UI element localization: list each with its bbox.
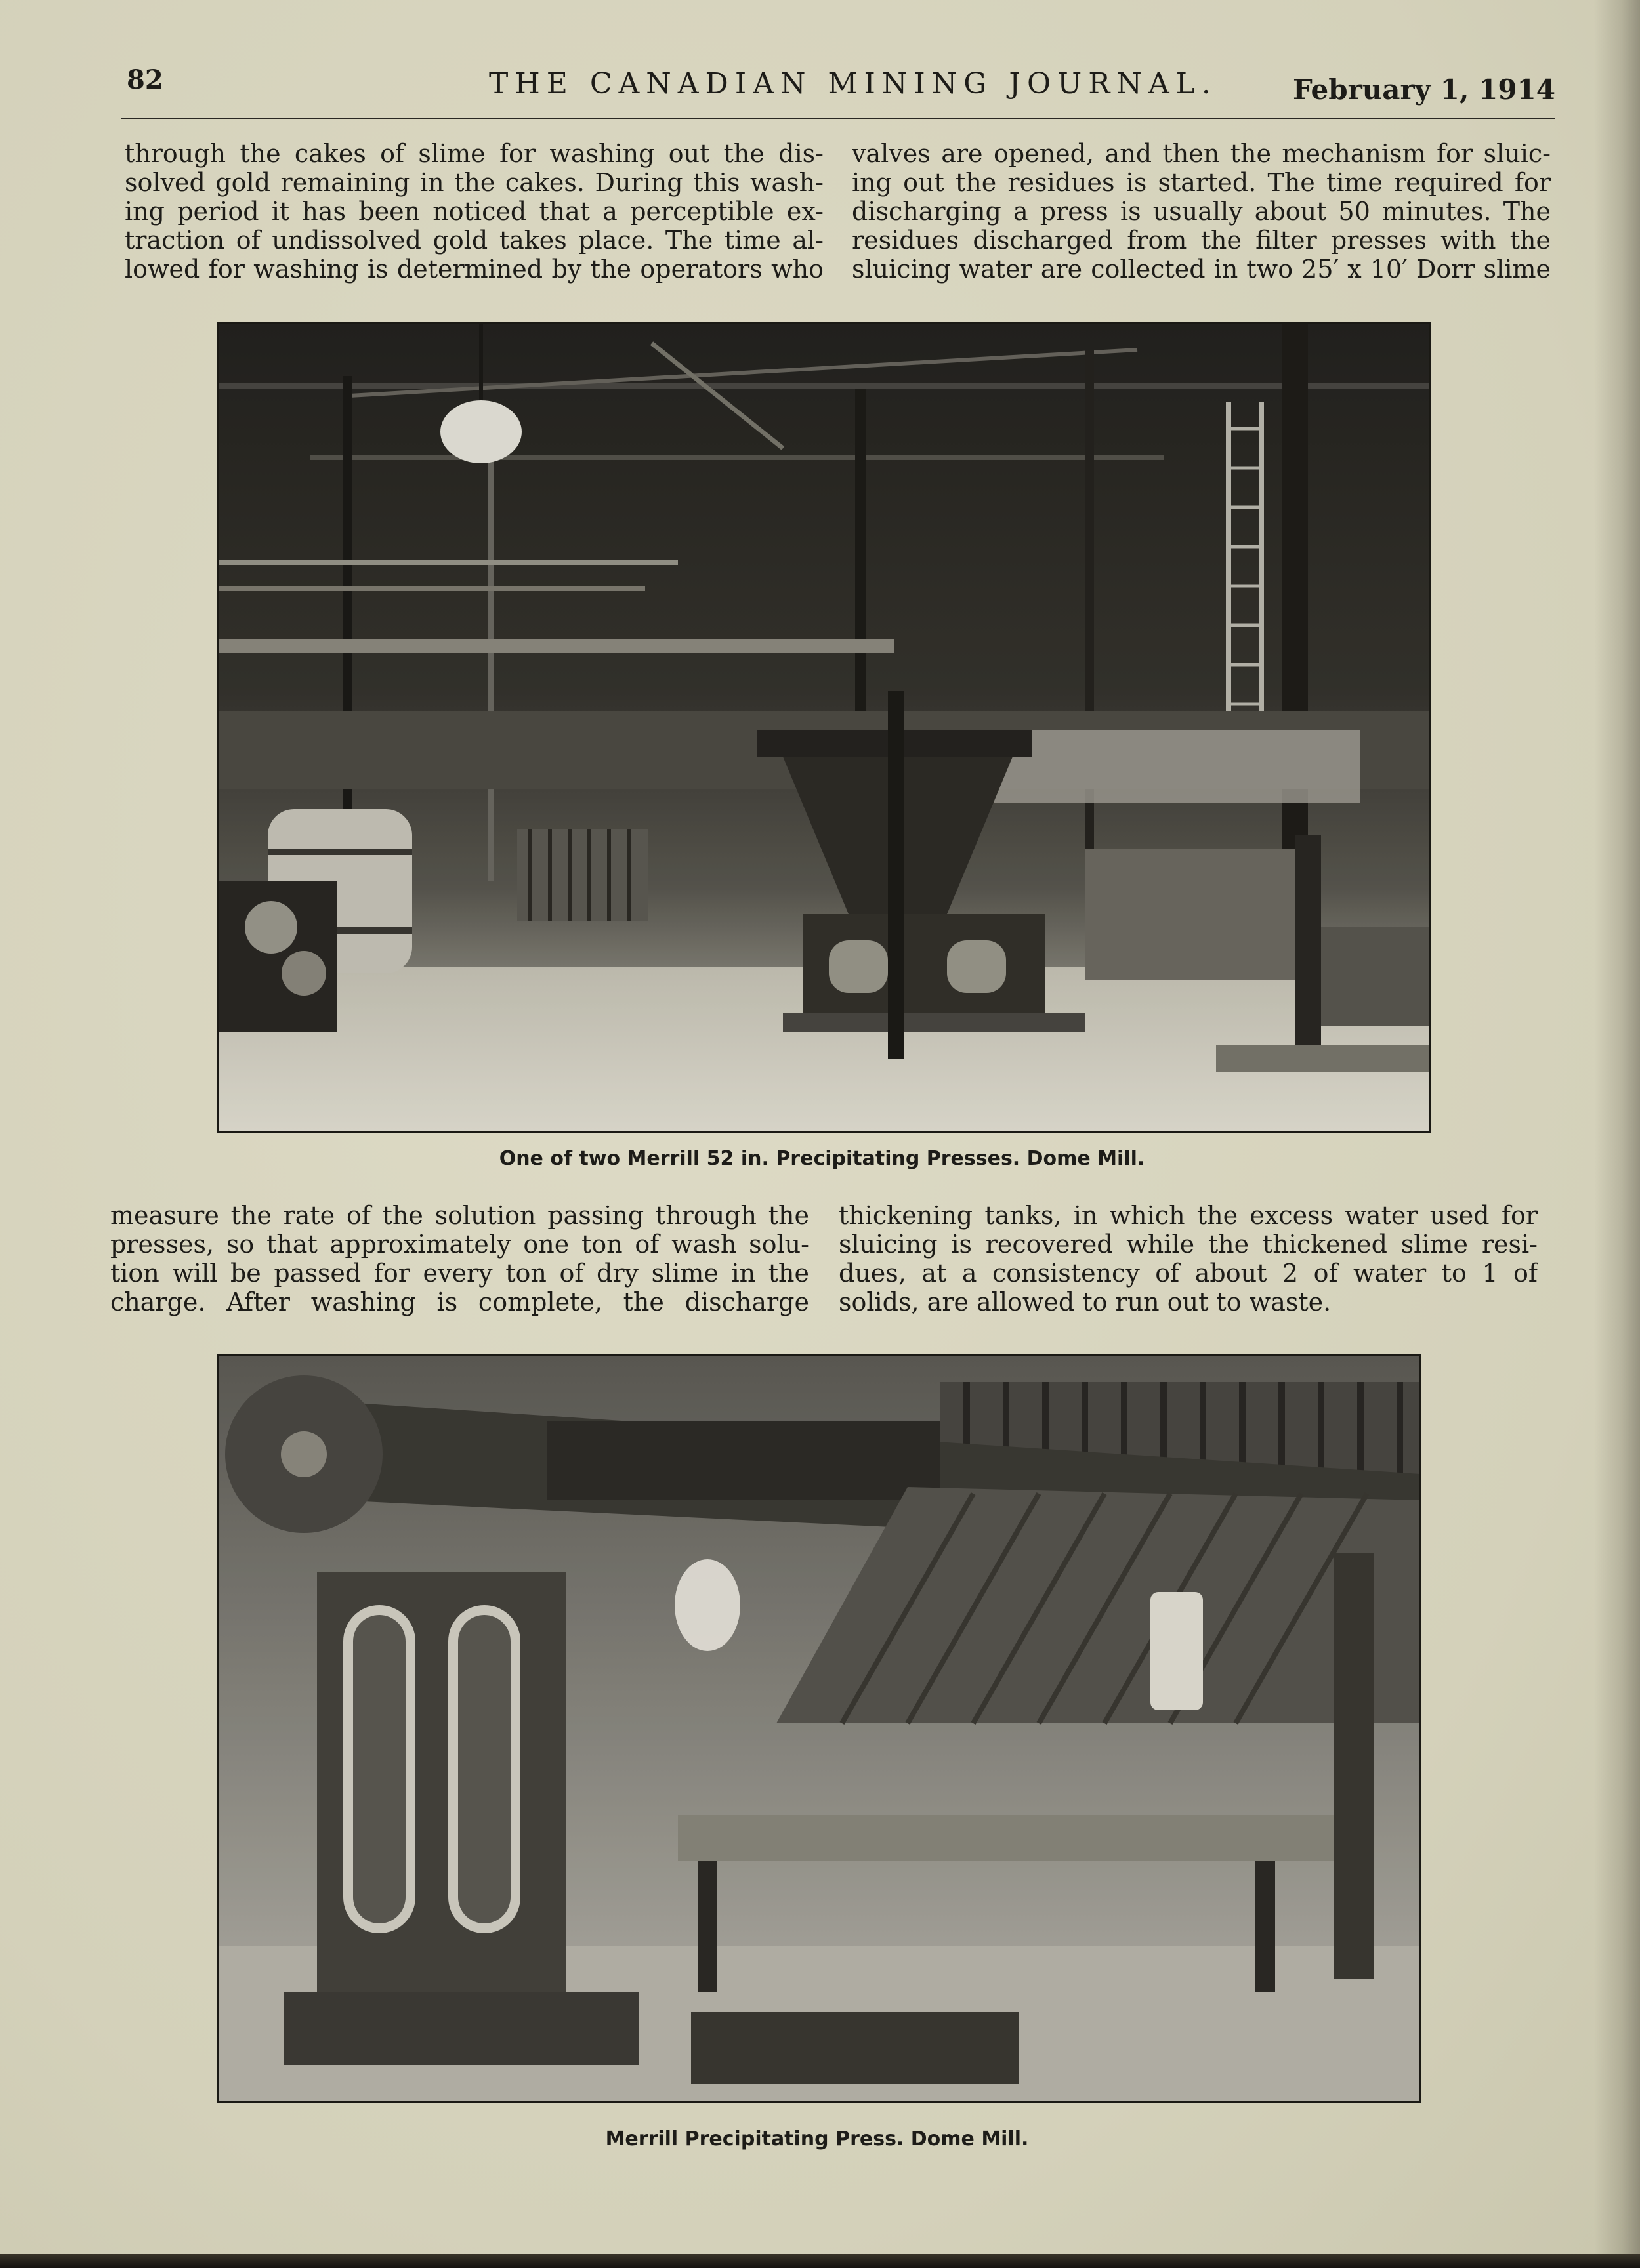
page-number: 82 <box>127 64 163 95</box>
text-line: thickening tanks, in which the excess water used for <box>839 1201 1538 1230</box>
text-line: sluicing is recovered while the thickened slime resi- <box>839 1230 1538 1259</box>
page-spine-shadow <box>1594 0 1640 2268</box>
text-column-right-middle <box>839 1201 1538 1316</box>
page-header <box>121 59 1555 119</box>
text-line: tion will be passed for every ton of dry slime in the <box>110 1259 809 1288</box>
text-line: presses, so that approximately one ton of wash solu- <box>110 1230 809 1259</box>
text-line: ing period it has been noticed that a perceptible ex- <box>125 197 824 226</box>
issue-date: February 1, 1914 <box>1292 74 1555 106</box>
text-line: sluicing water are collected in two 25′ x 10′ Dorr slime <box>852 255 1551 284</box>
text-line: discharging a press is usually about 50 minutes. The <box>852 197 1551 226</box>
figure-caption-2: Merrill Precipitating Press. Dome Mill. <box>605 2128 1029 2151</box>
text-line: through the cakes of slime for washing out the dis- <box>125 139 824 168</box>
photo-merrill-press <box>217 1354 1421 2103</box>
text-line: lowed for washing is determined by the operators who <box>125 255 824 284</box>
text-line: traction of undissolved gold takes place. The time al- <box>125 226 824 255</box>
text-line: charge. After washing is complete, the discharge <box>110 1288 809 1316</box>
figure-caption-1: One of two Merrill 52 in. Precipitating Presses. Dome Mill. <box>499 1147 1145 1170</box>
text-line: ing out the residues is started. The time required for <box>852 168 1551 197</box>
text-column-left-middle <box>110 1201 809 1316</box>
text-line: solids, are allowed to run out to waste. <box>839 1288 1332 1316</box>
text-column-right-top <box>852 139 1551 284</box>
text-line: residues discharged from the filter presses with the <box>852 226 1551 255</box>
photo-precipitating-presses <box>217 322 1431 1133</box>
press-closeup-photo <box>219 1356 1419 2101</box>
journal-title: THE CANADIAN MINING JOURNAL. <box>489 67 1217 100</box>
text-line: measure the rate of the solution passing through the <box>110 1201 809 1230</box>
text-line: solved gold remaining in the cakes. During this wash- <box>125 168 824 197</box>
mill-interior-photo <box>219 324 1429 1131</box>
page-bottom-edge <box>0 2254 1640 2268</box>
text-column-left-top <box>125 139 824 284</box>
text-line: valves are opened, and then the mechanism for sluic- <box>852 139 1551 168</box>
text-line: dues, at a consistency of about 2 of water to 1 of <box>839 1259 1538 1288</box>
